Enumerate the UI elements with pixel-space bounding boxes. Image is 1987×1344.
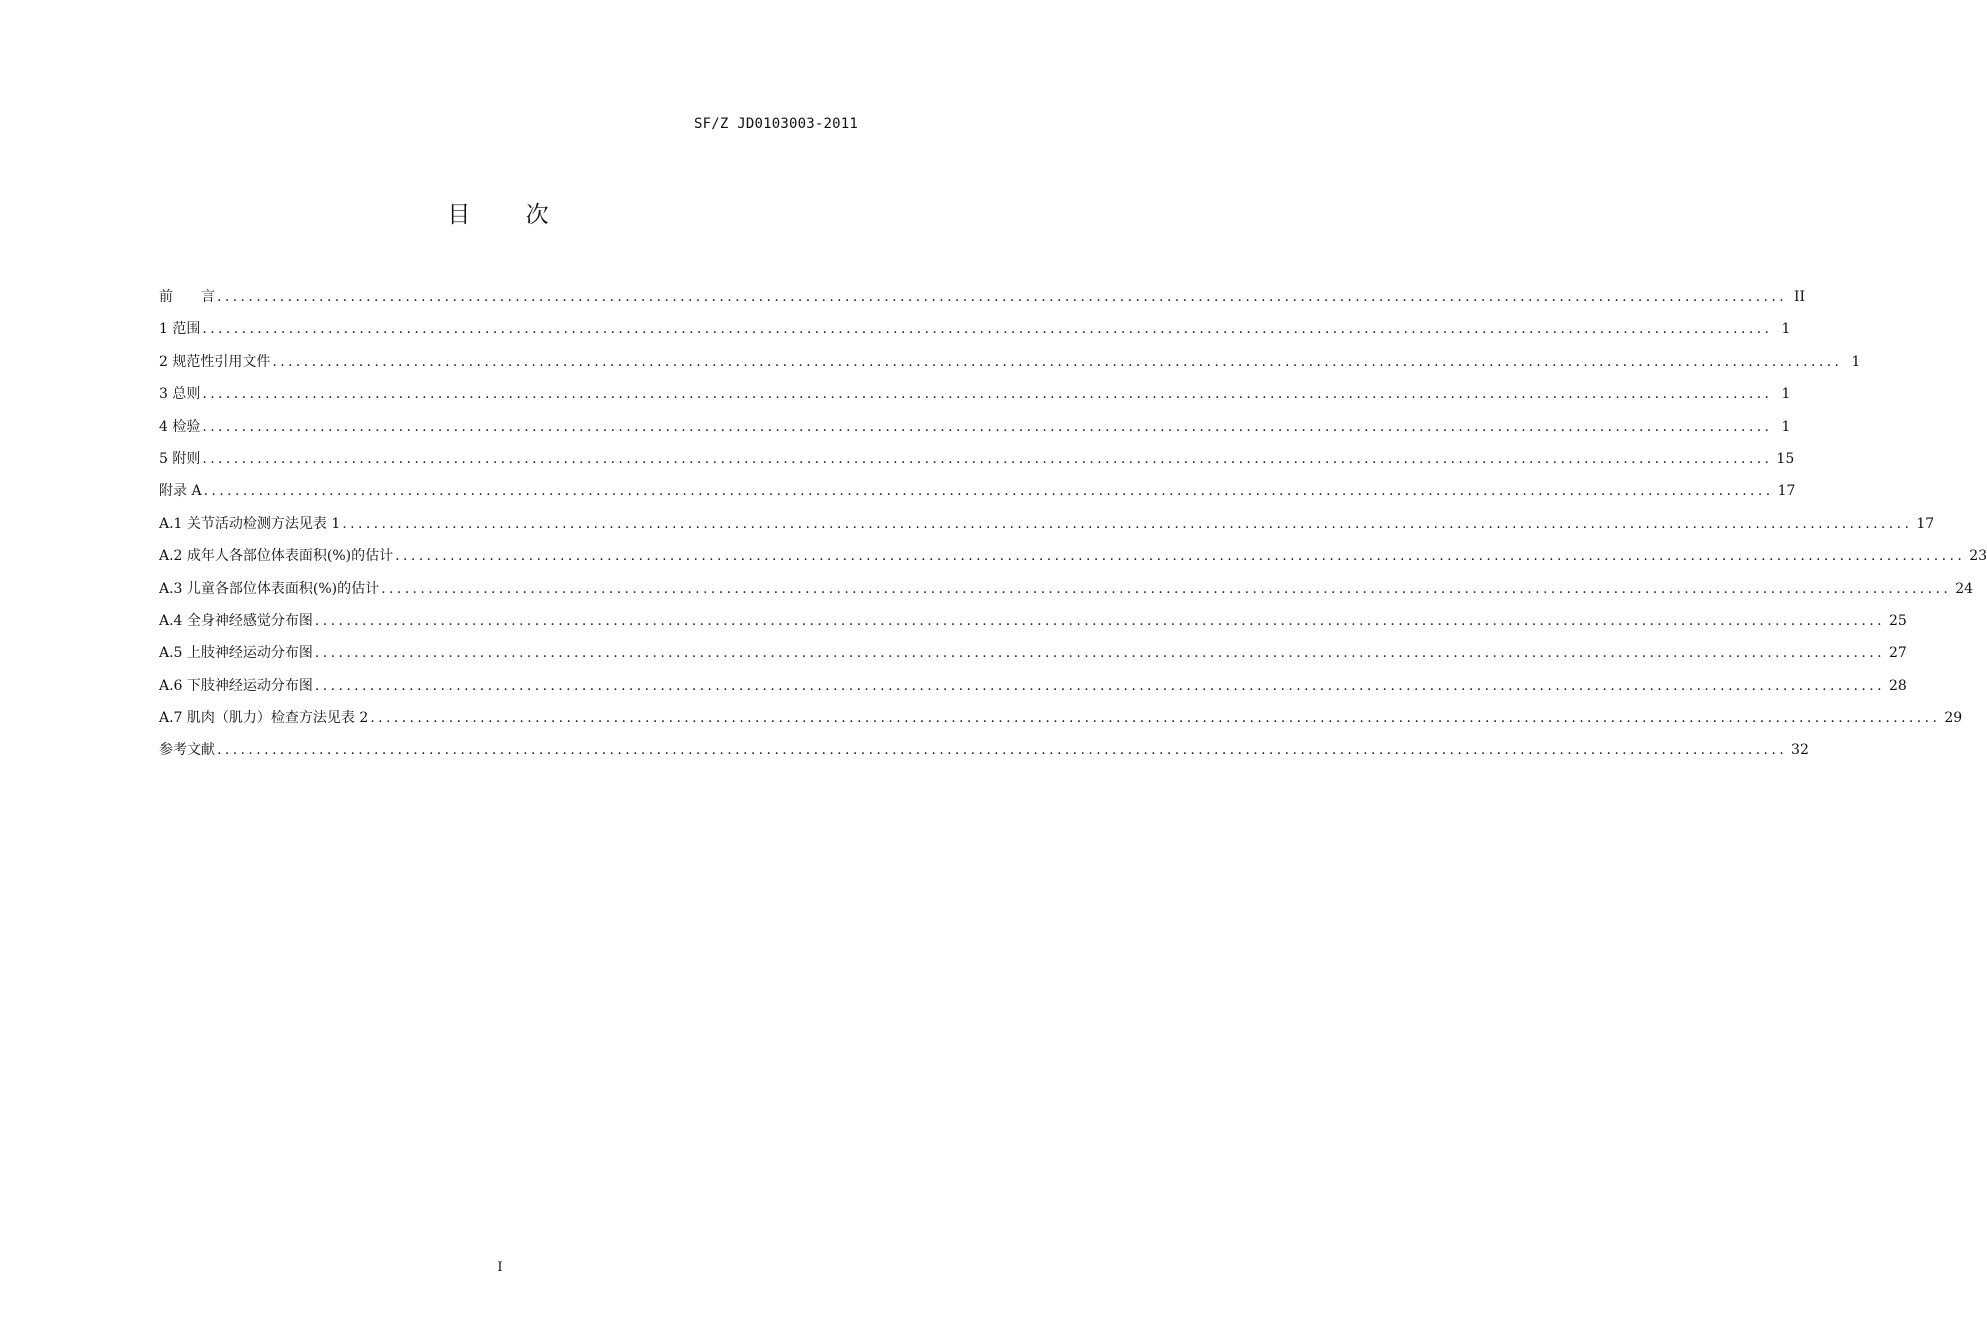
toc-entry-general[interactable] xyxy=(159,383,1791,415)
toc-entry-label: 3 总则 xyxy=(159,386,201,403)
toc-leader-dots: ........................................................................................................................................................................................................ xyxy=(342,515,1913,532)
toc-entry-page: 29 xyxy=(1944,710,1963,727)
toc-entry-page: 1 xyxy=(1781,386,1791,403)
toc-entry-page: 25 xyxy=(1888,612,1907,629)
toc-entry-page: 17 xyxy=(1777,483,1796,500)
toc-entry-a5[interactable] xyxy=(159,642,1907,674)
toc-entry-appendix-a[interactable] xyxy=(159,480,1796,512)
toc-entry-normative-references[interactable] xyxy=(159,351,1861,383)
toc-entry-a2[interactable] xyxy=(159,545,1987,577)
toc-entry-page: 17 xyxy=(1916,515,1935,532)
toc-entry-page: 23 xyxy=(1969,548,1987,565)
toc-entry-scope[interactable] xyxy=(159,318,1791,350)
toc-entry-label: 4 检验 xyxy=(159,418,201,435)
toc-entry-label: A.7 肌肉（肌力）检查方法见表 2 xyxy=(159,710,369,727)
toc-leader-dots: ........................................................................................................................................................................................................ xyxy=(217,289,1788,305)
toc-list xyxy=(159,286,1987,772)
toc-entry-label: A.6 下肢神经运动分布图 xyxy=(159,677,313,694)
toc-leader-dots: ........................................................................................................................................................................................................ xyxy=(381,580,1952,597)
toc-leader-dots: ........................................................................................................................................................................................................ xyxy=(203,483,1774,500)
toc-entry-a1[interactable] xyxy=(159,513,1935,545)
toc-entry-a6[interactable] xyxy=(159,675,1907,707)
page-number: I xyxy=(497,1260,503,1275)
toc-entry-label: A.1 关节活动检测方法见表 1 xyxy=(159,515,341,532)
toc-entry-foreword[interactable] xyxy=(159,286,1806,318)
toc-leader-dots: ........................................................................................................................................................................................................ xyxy=(314,677,1885,694)
toc-entry-page: 1 xyxy=(1851,353,1861,370)
toc-title: 目 次 xyxy=(447,202,573,228)
toc-leader-dots: ........................................................................................................................................................................................................ xyxy=(202,386,1773,403)
toc-leader-dots: ........................................................................................................................................................................................................ xyxy=(395,548,1966,565)
toc-entry-page: 24 xyxy=(1955,580,1974,597)
toc-entry-bibliography[interactable] xyxy=(159,739,1809,771)
toc-entry-label: A.3 儿童各部位体表面积(%)的估计 xyxy=(159,580,380,597)
toc-entry-a4[interactable] xyxy=(159,610,1907,642)
toc-entry-label: 参考文献 xyxy=(159,742,215,759)
toc-entry-label: 5 附则 xyxy=(159,450,201,467)
toc-entry-label: 2 规范性引用文件 xyxy=(159,353,271,370)
toc-leader-dots: ........................................................................................................................................................................................................ xyxy=(272,353,1843,370)
toc-leader-dots: ........................................................................................................................................................................................................ xyxy=(314,645,1885,662)
toc-entry-label: 附录 A xyxy=(159,483,202,500)
toc-entry-page: II xyxy=(1793,289,1806,305)
toc-leader-dots: ........................................................................................................................................................................................................ xyxy=(202,418,1773,435)
toc-entry-a3[interactable] xyxy=(159,578,1974,610)
toc-leader-dots: ........................................................................................................................................................................................................ xyxy=(370,710,1941,727)
toc-entry-page: 15 xyxy=(1776,450,1795,467)
toc-entry-examination[interactable] xyxy=(159,416,1791,448)
toc-leader-dots: ........................................................................................................................................................................................................ xyxy=(314,612,1885,629)
toc-entry-page: 28 xyxy=(1888,677,1907,694)
toc-entry-page: 1 xyxy=(1781,321,1791,338)
toc-entry-label: A.5 上肢神经运动分布图 xyxy=(159,645,313,662)
toc-entry-page: 27 xyxy=(1888,645,1907,662)
toc-entry-page: 32 xyxy=(1791,742,1809,759)
toc-leader-dots: ........................................................................................................................................................................................................ xyxy=(217,742,1788,759)
toc-leader-dots: ........................................................................................................................................................................................................ xyxy=(202,450,1773,467)
toc-leader-dots: ........................................................................................................................................................................................................ xyxy=(202,321,1773,338)
toc-entry-label: 前 言 xyxy=(159,289,215,305)
toc-entry-label: A.2 成年人各部位体表面积(%)的估计 xyxy=(159,548,394,565)
toc-entry-label: A.4 全身神经感觉分布图 xyxy=(159,612,313,629)
document-code: SF/Z JD0103003-2011 xyxy=(694,116,858,132)
toc-entry-label: 1 范围 xyxy=(159,321,201,338)
toc-entry-supplementary-provisions[interactable] xyxy=(159,448,1795,480)
toc-entry-page: 1 xyxy=(1781,418,1791,435)
toc-entry-a7[interactable] xyxy=(159,707,1963,739)
